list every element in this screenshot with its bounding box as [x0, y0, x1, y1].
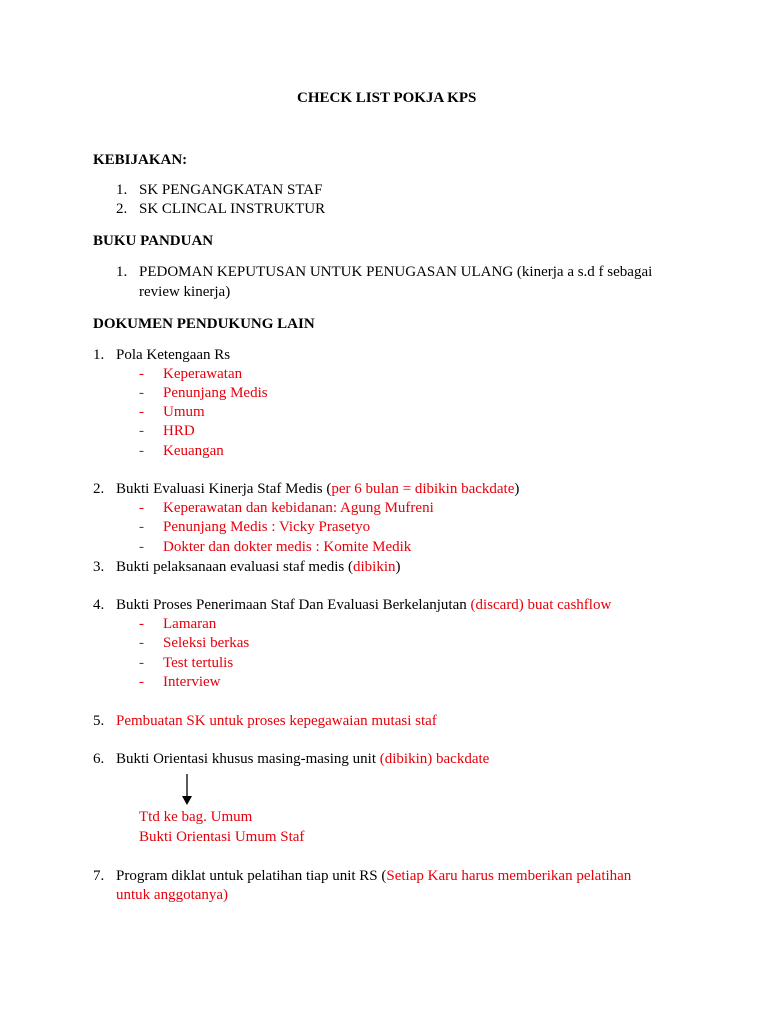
sub-item: Keperawatan: [163, 366, 243, 382]
note-line: Ttd ke bag. Umum: [139, 809, 253, 825]
dash: -: [139, 616, 144, 632]
list-item: Bukti Evaluasi Kinerja Staf Medis (per 6 bulan = dibikin backdate): [116, 481, 520, 497]
list-item: SK PENGANGKATAN STAF: [139, 182, 323, 198]
list-item-continuation: untuk anggotanya): [116, 887, 229, 903]
dash: -: [139, 674, 144, 690]
sub-item: Test tertulis: [163, 655, 234, 671]
list-item: Bukti pelaksanaan evaluasi staf medis (dibikin): [116, 559, 401, 575]
list-number: 6.: [93, 751, 105, 767]
sub-item: Penunjang Medis : Vicky Prasetyo: [163, 519, 371, 535]
dash: -: [139, 655, 144, 671]
sub-item: Keuangan: [163, 443, 224, 459]
list-item-continuation: review kinerja): [139, 284, 231, 300]
red-note: (discard) buat cashflow: [470, 597, 612, 613]
list-number: 4.: [93, 597, 105, 613]
list-item: Program diklat untuk pelatihan tiap unit RS (Setiap Karu harus memberikan pelatihan: [116, 868, 632, 884]
kebijakan-heading: KEBIJAKAN:: [93, 152, 188, 168]
dash: -: [139, 635, 144, 651]
dash: -: [139, 385, 144, 401]
red-note: dibikin: [353, 559, 396, 575]
list-item: Bukti Orientasi khusus masing-masing unit (dibikin) backdate: [116, 751, 490, 767]
list-number: 1.: [116, 182, 128, 198]
sub-item: Lamaran: [163, 616, 217, 632]
list-item: Bukti Proses Penerimaan Staf Dan Evaluasi Berkelanjutan (discard) buat cashflow: [116, 597, 612, 613]
list-number: 7.: [93, 868, 105, 884]
dash: -: [139, 443, 144, 459]
sub-item: Dokter dan dokter medis : Komite Medik: [163, 539, 412, 555]
note-line: Bukti Orientasi Umum Staf: [139, 829, 305, 845]
list-number: 2.: [93, 481, 105, 497]
sub-item: Seleksi berkas: [163, 635, 250, 651]
sub-item: Umum: [163, 404, 205, 420]
dash: -: [139, 539, 144, 555]
sub-item: Penunjang Medis: [163, 385, 268, 401]
sub-item: Keperawatan dan kebidanan: Agung Mufreni: [163, 500, 434, 516]
list-number: 3.: [93, 559, 105, 575]
sub-item: HRD: [163, 423, 195, 439]
buku-panduan-heading: BUKU PANDUAN: [93, 233, 214, 249]
dash: -: [139, 500, 144, 516]
list-item: SK CLINCAL INSTRUKTUR: [139, 201, 326, 217]
list-number: 1.: [116, 264, 128, 280]
red-note: per 6 bulan = dibikin backdate: [331, 481, 515, 497]
red-note: (dibikin): [379, 751, 433, 767]
dash: -: [139, 423, 144, 439]
dash: -: [139, 366, 144, 382]
list-number: 2.: [116, 201, 128, 217]
dokumen-heading: DOKUMEN PENDUKUNG LAIN: [93, 316, 315, 332]
dash: -: [139, 519, 144, 535]
sub-item: Interview: [163, 674, 221, 690]
page-title: CHECK LIST POKJA KPS: [297, 90, 477, 106]
down-arrow-icon: [180, 774, 194, 806]
list-item: Pola Ketengaan Rs: [116, 347, 231, 363]
list-number: 5.: [93, 713, 105, 729]
list-number: 1.: [93, 347, 105, 363]
list-item: Pembuatan SK untuk proses kepegawaian mutasi staf: [116, 713, 437, 729]
red-note: backdate: [432, 751, 490, 767]
red-note: Setiap Karu harus memberikan pelatihan: [386, 868, 632, 884]
dash: -: [139, 404, 144, 420]
list-item: PEDOMAN KEPUTUSAN UNTUK PENUGASAN ULANG (kinerja a s.d f sebagai: [139, 264, 653, 280]
